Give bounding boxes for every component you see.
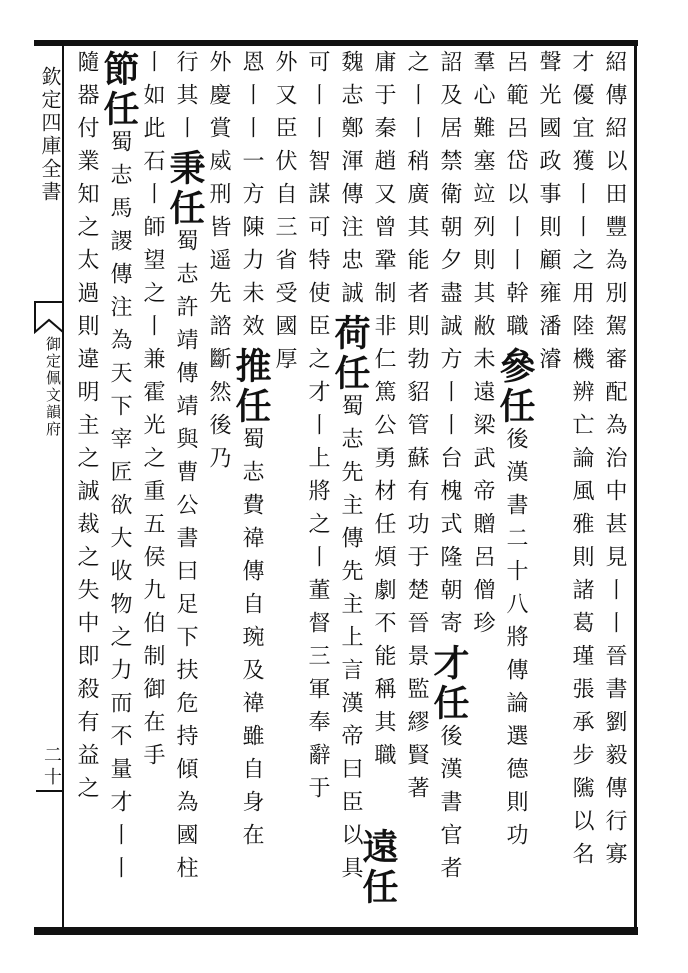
column-text: 詔及居禁衛朝夕盡誠方丨丨台槐式隆朝寄 bbox=[437, 50, 462, 644]
text-column bbox=[299, 50, 335, 809]
top-border bbox=[34, 40, 638, 46]
page-number: 二十 bbox=[41, 745, 62, 789]
book-title: 欽定四庫全書 bbox=[38, 66, 62, 204]
text-column bbox=[464, 50, 500, 644]
text-column bbox=[428, 50, 470, 889]
column-text: 蜀志許靖傳靖與曹公書曰足下扶危持傾為國柱 bbox=[173, 229, 198, 889]
column-text: 之丨丨稍廣其能者則勃貂管蘇有功于楚晉景監繆賢著 bbox=[404, 50, 429, 809]
column-text: 蜀志費禕傳自琬及禕雖自身在 bbox=[239, 427, 264, 856]
bottom-border bbox=[34, 927, 638, 935]
entry-heading: 推任 bbox=[230, 347, 272, 427]
text-column bbox=[398, 50, 434, 809]
source-title: 御定佩文韻府 bbox=[44, 336, 62, 438]
text-column bbox=[563, 50, 599, 875]
column-text: 才優宜獲丨丨之用陸機辨亡論風雅則諸葛瑾張承步隲以名 bbox=[569, 50, 594, 875]
column-text: 後漢書官者 bbox=[437, 724, 462, 889]
column-text: 呂範呂岱以丨丨幹職 bbox=[503, 50, 528, 347]
text-column bbox=[134, 50, 170, 776]
column-text: 蜀志馬謖傳注為天下宰匠欲大收物之力而不量才丨丨 bbox=[107, 130, 132, 889]
column-text: 聲光國政事則顧雍潘濬 bbox=[536, 50, 561, 380]
entry-heading: 參任 bbox=[494, 347, 536, 427]
text-column bbox=[266, 50, 302, 380]
entry-heading: 節任 bbox=[98, 50, 140, 130]
column-text: 石丨師望之丨兼霍光之重五侯九伯制御在手 bbox=[140, 149, 165, 776]
column-text: 羣心難塞竝列則其敝未遠梁武帝贈呂僧珍 bbox=[470, 50, 495, 644]
fishtail-mark-icon bbox=[34, 300, 64, 334]
right-border bbox=[634, 40, 637, 935]
page-number-rule bbox=[36, 790, 64, 792]
text-column bbox=[98, 50, 140, 889]
text-column bbox=[164, 50, 206, 889]
column-text: 臣之才丨上將之丨董督三軍奉辭于 bbox=[305, 314, 330, 809]
entry-heading: 秉任 bbox=[164, 149, 206, 229]
column-text: 可丨丨智謀可特使 bbox=[305, 50, 330, 314]
text-column bbox=[596, 50, 632, 875]
text-column bbox=[329, 50, 371, 889]
column-text: 外又臣伏自三省受國厚 bbox=[272, 50, 297, 380]
column-text: 庸于秦趙又曾鞏制非仁篤公勇材任煩劇不能稱其職 bbox=[371, 50, 396, 776]
column-text: 恩丨丨一方陳力未效 bbox=[239, 50, 264, 347]
column-text: 紹傳紹以田豐為別駕審配為治中甚見丨丨晉書劉毅傳行寡 bbox=[602, 50, 627, 875]
text-column bbox=[200, 50, 236, 479]
column-text: 後漢書二十八將傳論選德則功 bbox=[503, 427, 528, 856]
entry-heading: 才任 bbox=[428, 644, 470, 724]
column-text: 丨如此 bbox=[140, 50, 165, 149]
entry-heading-bottom: 遠任 bbox=[357, 828, 399, 908]
text-column bbox=[230, 50, 272, 856]
column-text: 隨器付業知之太過則違明主之誠裁之失中即殺有益之 bbox=[74, 50, 99, 809]
column-text: 蜀志先主傳先主上言漢帝曰臣以具 bbox=[338, 394, 363, 889]
text-column bbox=[365, 50, 401, 776]
text-column bbox=[494, 50, 536, 856]
text-column bbox=[68, 50, 104, 809]
column-text: 魏志鄭渾傳注忠誠 bbox=[338, 50, 363, 314]
text-column bbox=[530, 50, 566, 380]
entry-heading: 荷任 bbox=[329, 314, 371, 394]
column-text: 外慶賞威刑皆遥先諮斷然後乃 bbox=[206, 50, 231, 479]
column-text: 行其丨 bbox=[173, 50, 198, 149]
